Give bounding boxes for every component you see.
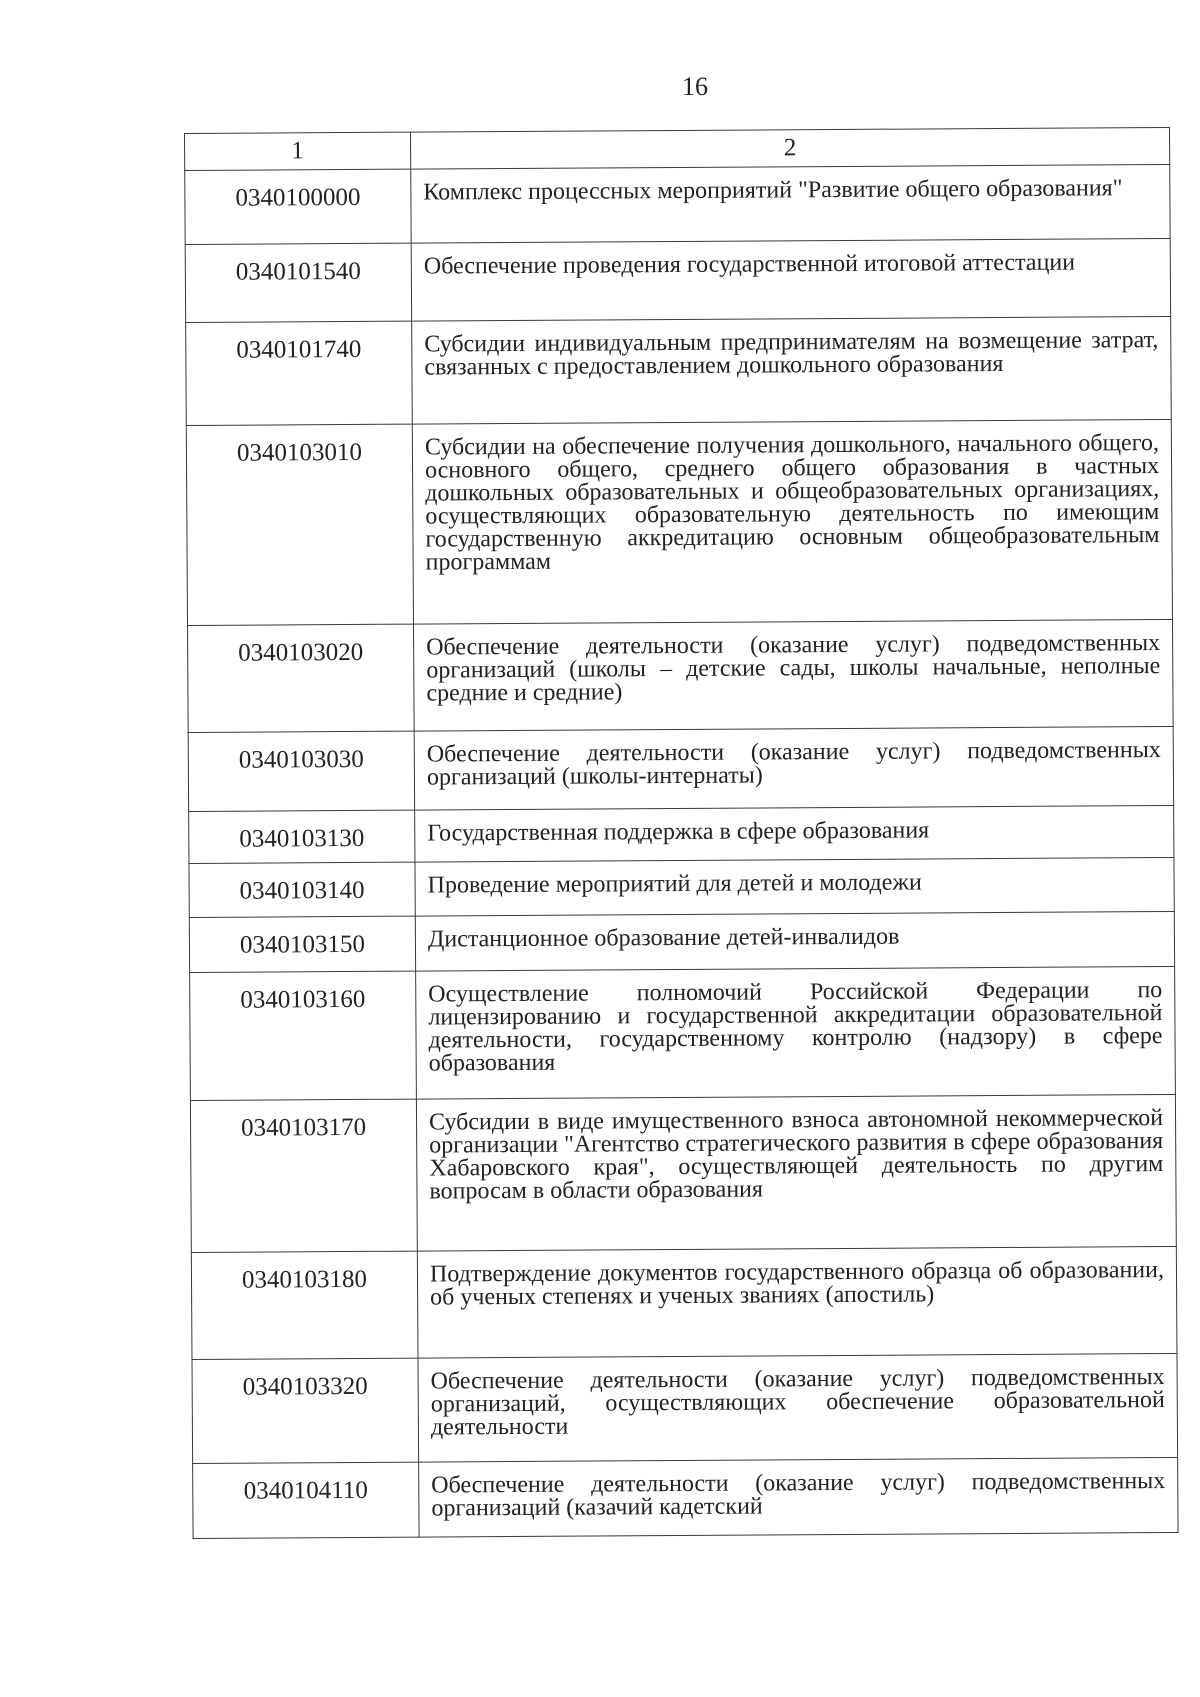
table-header-row <box>185 127 1170 170</box>
table-row <box>188 726 1173 811</box>
row-name: Комплекс процессных мероприятий "Развитие общего образования" <box>411 164 1170 243</box>
table-row <box>192 1353 1178 1463</box>
table-row <box>191 1246 1177 1359</box>
row-name: Обеспечение деятельности (оказание услуг) подведомственных организаций (школы – детские сады, школы начальные, неполные средние и средние) <box>414 619 1174 731</box>
row-name: Обеспечение деятельности (оказание услуг) подведомственных организаций (школы-интернаты) <box>414 726 1173 810</box>
row-name: Субсидии индивидуальным предпринимателям на возмещение затрат, связанных с предоставлением дошкольного образования <box>412 316 1172 424</box>
row-name: Осуществление полномочий Российской Федерации по лицензированию и государственной аккредитации образовательной деятельности, государственному контролю (надзору) в сфере образования <box>416 966 1176 1099</box>
table-row <box>185 164 1170 244</box>
row-code: 0340103150 <box>189 916 415 972</box>
table-row <box>186 316 1172 425</box>
row-code: 0340101740 <box>186 321 413 425</box>
row-code: 0340100000 <box>185 169 411 244</box>
row-name: Дистанционное образование детей-инвалидов <box>415 911 1174 971</box>
page-number: 16 <box>682 72 708 101</box>
row-code: 0340103320 <box>192 1358 419 1463</box>
budget-classification-table <box>184 127 1179 1539</box>
row-code: 0340103010 <box>186 424 413 625</box>
row-name: Обеспечение деятельности (оказание услуг) подведомственных организаций (казачий кадетский <box>419 1457 1178 1537</box>
table-row <box>193 1457 1178 1538</box>
row-name: Субсидии в виде имущественного взноса автономной некоммерческой организации "Агентство стратегического развития в сфере образования Хабаровского края", осуществляющей деятельность по другим вопросам в области образования <box>416 1094 1176 1251</box>
row-code: 0340103170 <box>190 1099 417 1252</box>
column-header-2: 2 <box>410 127 1169 169</box>
row-code: 0340104110 <box>193 1462 419 1538</box>
row-code: 0340103030 <box>188 731 414 811</box>
table-row <box>186 419 1172 625</box>
row-code: 0340103180 <box>191 1251 418 1359</box>
row-name: Субсидии на обеспечение получения дошкольного, начального общего, основного общего, среднего общего образования в частных дошкольных образовательных и общеобразовательных организациях, осуществляющих образовательную деятельность по имеющим государственную аккредитацию основным общеобразовательным программам <box>412 419 1172 624</box>
row-code: 0340103140 <box>189 862 415 917</box>
table-row <box>189 911 1174 972</box>
row-name: Обеспечение деятельности (оказание услуг) подведомственных организаций, осуществляющих обеспечение образовательной деятельности <box>418 1353 1178 1462</box>
table-row <box>190 1094 1176 1252</box>
row-code: 0340101540 <box>185 243 411 322</box>
row-name: Проведение мероприятий для детей и молодежи <box>415 857 1174 916</box>
row-code: 0340103160 <box>190 971 417 1100</box>
column-header-1: 1 <box>185 132 411 170</box>
row-code: 0340103020 <box>188 624 415 732</box>
row-name: Государственная поддержка в сфере образования <box>415 805 1174 862</box>
row-code: 0340103130 <box>189 810 415 863</box>
row-name: Обеспечение проведения государственной итоговой аттестации <box>411 238 1170 321</box>
row-name: Подтверждение документов государственного образца об образовании, об ученых степенях и ученых званиях (апостиль) <box>417 1246 1177 1358</box>
table-row <box>189 857 1174 917</box>
table-row <box>188 619 1174 732</box>
table-row <box>185 238 1170 322</box>
table-row <box>189 805 1174 863</box>
table-row <box>190 966 1176 1100</box>
